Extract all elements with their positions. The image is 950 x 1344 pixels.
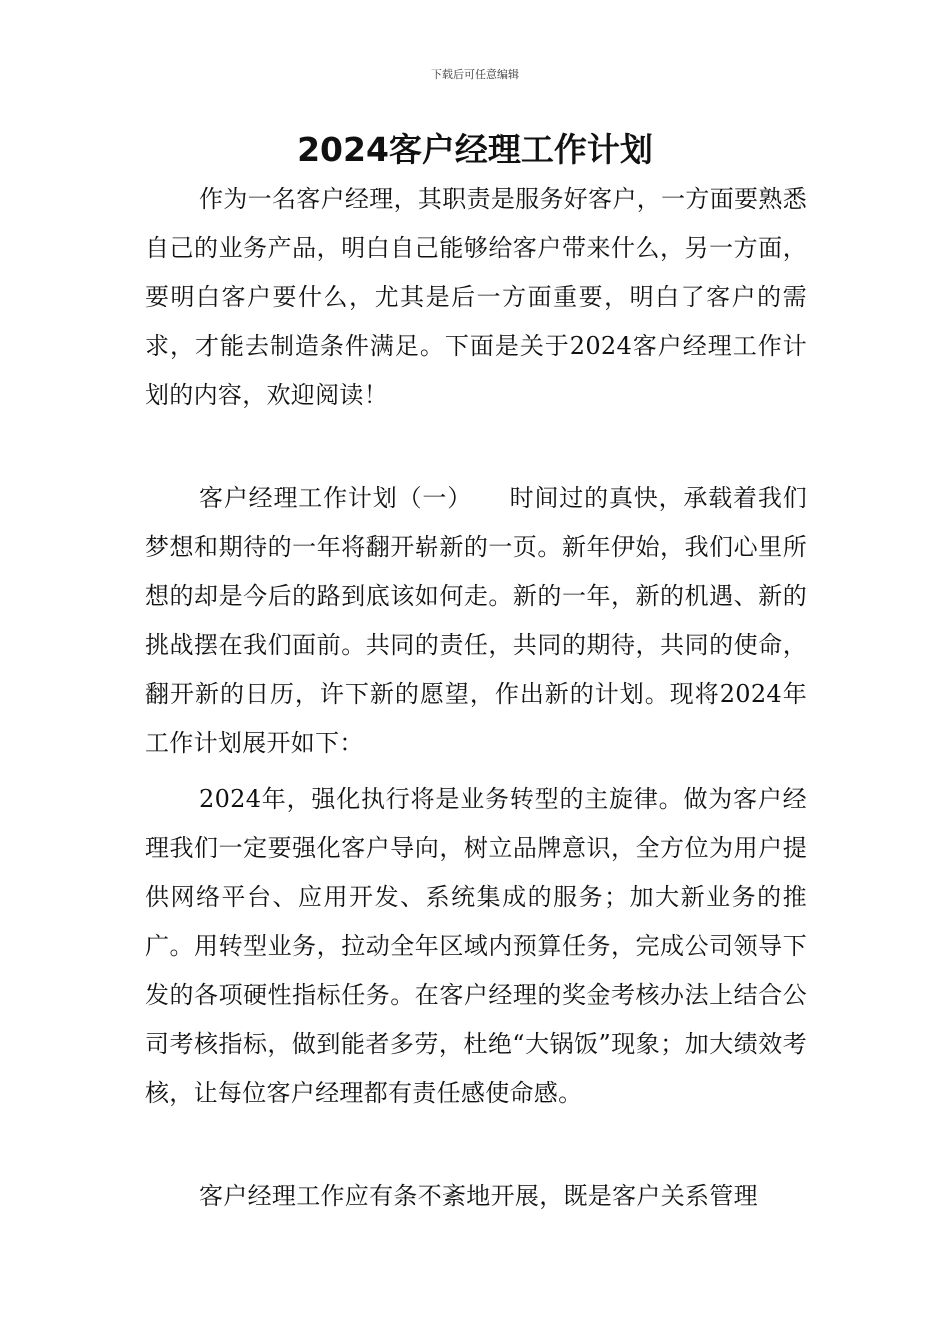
paragraph-2024-execution: 2024年，强化执行将是业务转型的主旋律。做为客户经理我们一定要强化客户导向，树立品牌意识，全方位为用户提供网络平台、应用开发、系统集成的服务；加大新业务的推广。用转型业务，拉动全年区域内预算任务，完成公司领导下发的各项硬性指标任务。在客户经理的奖金考核办法上结合公司考核指标，做到能者多劳，杜绝“大锅饭”现象；加大绩效考核，让每位客户经理都有责任感使命感。 <box>145 785 807 1107</box>
document-title: 2024客户经理工作计划 <box>297 130 653 169</box>
paragraph-plan-one: 客户经理工作计划（一） 时间过的真快，承载着我们梦想和期待的一年将翻开崭新的一页。新年伊始，我们心里所想的却是今后的路到底该如何走。新的一年，新的机遇、新的挑战摆在我们面前。共同的责任，共同的期待，共同的使命，翻开新的日历，许下新的愿望，作出新的计划。现将2024年工作计划展开如下： <box>145 484 807 757</box>
paragraph-work-order: 客户经理工作应有条不紊地开展，既是客户关系管理 <box>199 1182 758 1210</box>
header-note: 下载后可任意编辑 <box>431 68 519 81</box>
paragraph-intro: 作为一名客户经理，其职责是服务好客户，一方面要熟悉自己的业务产品，明白自己能够给客户带来什么，另一方面，要明白客户要什么，尤其是后一方面重要，明白了客户的需求，才能去制造条件满足。下面是关于2024客户经理工作计划的内容，欢迎阅读！ <box>145 185 807 409</box>
